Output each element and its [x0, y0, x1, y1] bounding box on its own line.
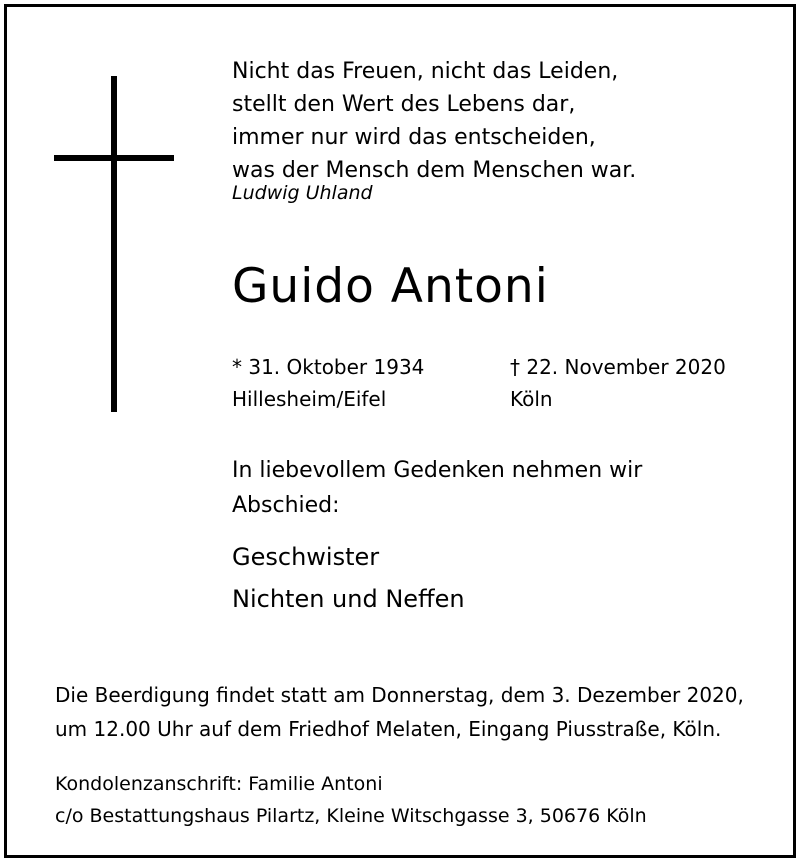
poem-line: stellt den Wert des Lebens dar,: [232, 92, 576, 117]
mourner-line: Nichten und Neffen: [232, 585, 465, 613]
condolence-line: Kondolenzanschrift: Familie Antoni: [55, 773, 383, 795]
farewell-line: In liebevollem Gedenken nehmen wir: [232, 458, 643, 483]
death-date: † 22. November 2020: [510, 355, 726, 379]
cross-icon-bar: [54, 155, 174, 161]
poem-line: was der Mensch dem Menschen war.: [232, 158, 637, 183]
condolence-line: c/o Bestattungshaus Pilartz, Kleine Witschgasse 3, 50676 Köln: [55, 805, 647, 827]
farewell-line: Abschied:: [232, 493, 340, 518]
birth-date: * 31. Oktober 1934: [232, 355, 425, 379]
mourner-line: Geschwister: [232, 543, 380, 571]
obituary-frame: [4, 4, 796, 858]
deceased-name: Guido Antoni: [232, 259, 549, 314]
funeral-line: um 12.00 Uhr auf dem Friedhof Melaten, Eingang Piusstraße, Köln.: [55, 717, 722, 741]
birth-place: Hillesheim/Eifel: [232, 387, 387, 411]
death-place: Köln: [510, 387, 553, 411]
poem-author: Ludwig Uhland: [232, 182, 373, 204]
funeral-line: Die Beerdigung findet statt am Donnerstag, dem 3. Dezember 2020,: [55, 683, 744, 707]
cross-icon: [111, 76, 117, 412]
poem-line: immer nur wird das entscheiden,: [232, 125, 596, 150]
poem-line: Nicht das Freuen, nicht das Leiden,: [232, 59, 619, 84]
